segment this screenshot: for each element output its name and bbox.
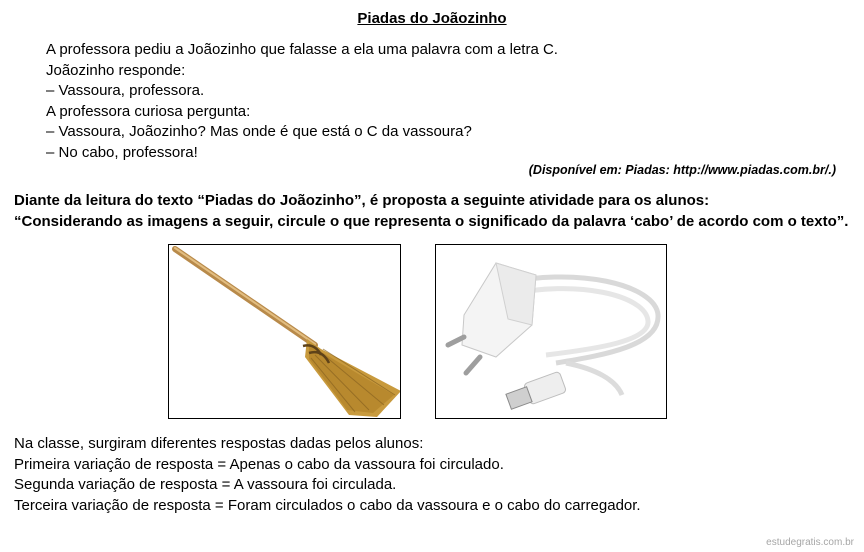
joke-text: [46, 40, 558, 163]
answer-line: Terceira variação de resposta = Foram circulados o cabo da vassoura e o cabo do carregador.: [14, 496, 641, 514]
joke-line: – No cabo, professora!: [46, 143, 198, 161]
document-title: Piadas do Joãozinho: [357, 10, 507, 27]
activity-line: Diante da leitura do texto “Piadas do Joãozinho”, é proposta a seguinte atividade para os alunos:: [14, 192, 710, 209]
joke-line: – Vassoura, professora.: [46, 82, 205, 99]
answer-line: Segunda variação de resposta = A vassoura foi circulada.: [14, 476, 397, 493]
activity-instructions: [14, 190, 848, 232]
answer-line: Primeira variação de resposta = Apenas o cabo da vassoura foi circulado.: [14, 455, 504, 473]
broom-image: [168, 244, 401, 419]
activity-line: “Considerando as imagens a seguir, circule o que representa o significado da palavra ‘cabo’ de acordo com o texto”.: [14, 213, 849, 230]
joke-line: A professora pediu a Joãozinho que falasse a ela uma palavra com a letra C.: [46, 41, 558, 58]
joke-line: Joãozinho responde:: [46, 61, 186, 79]
answer-line: Na classe, surgiram diferentes respostas dadas pelos alunos:: [14, 435, 424, 452]
joke-line: A professora curiosa pergunta:: [46, 102, 251, 120]
source-citation: (Disponível em: Piadas: http://www.piadas.com.br/.): [528, 163, 836, 177]
joke-line: – Vassoura, Joãozinho? Mas onde é que está o C da vassoura?: [46, 123, 472, 140]
watermark: estudegratis.com.br: [766, 537, 854, 548]
student-answers: [14, 434, 641, 516]
charger-image: [435, 244, 667, 419]
